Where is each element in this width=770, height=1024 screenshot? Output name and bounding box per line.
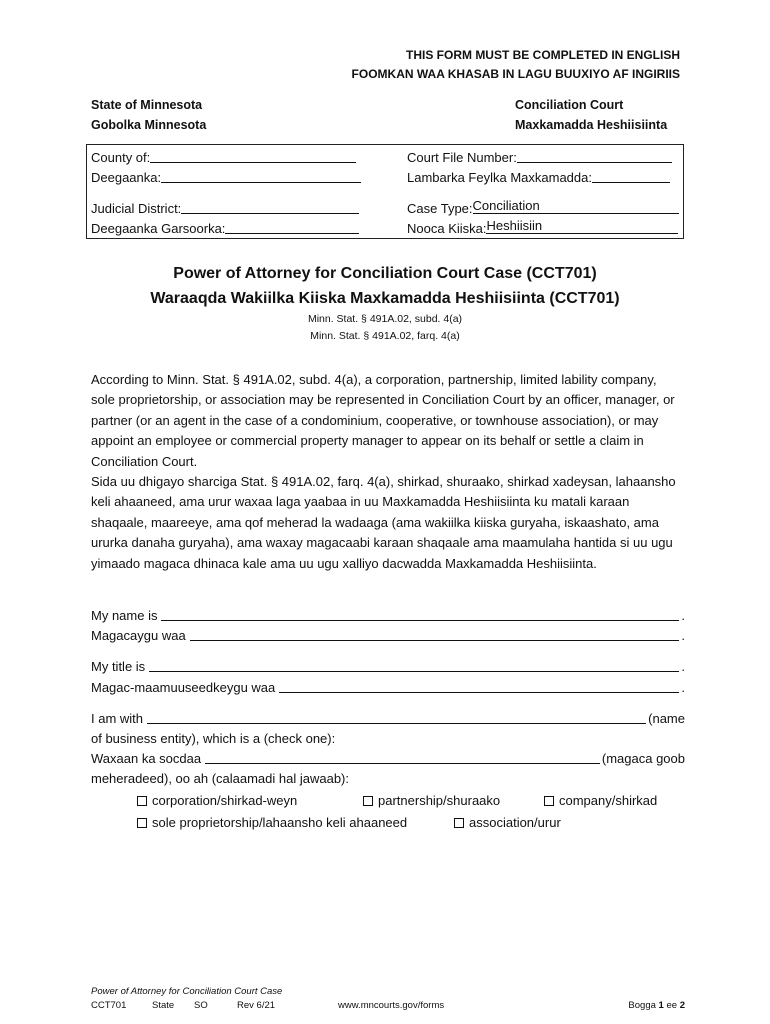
form-title-somali: Waraaqda Wakiilka Kiiska Maxkamadda Heshiisiinta (CCT701): [150, 290, 620, 307]
county-field-somali: [91, 168, 361, 187]
title-row: [91, 657, 685, 677]
entity-name-input-somali[interactable]: [205, 749, 600, 764]
footer-language: SO: [194, 1000, 208, 1011]
checkbox-corporation[interactable]: [137, 791, 297, 811]
case-type-value: Conciliation: [473, 199, 679, 214]
title-label: My title is: [91, 659, 146, 674]
county-input[interactable]: [150, 148, 356, 163]
file-number-field: [407, 148, 672, 167]
entity-row-somali-cont: [91, 769, 685, 789]
district-input[interactable]: [181, 199, 359, 214]
period: .: [681, 659, 685, 674]
name-label: My name is: [91, 608, 158, 623]
period: .: [681, 628, 685, 643]
file-number-input-somali[interactable]: [592, 168, 670, 183]
checkbox-association[interactable]: [454, 813, 561, 833]
checkbox-corporation-label: corporation/shirkad-weyn: [152, 793, 298, 808]
name-row-somali: [91, 626, 685, 646]
statute-paragraph-somali: Sida uu dhigayo sharciga Stat. § 491A.02, farq. 4(a), shirkad, shuraako, shirkad xadeysan, lahaansho keli ahaaneed, ama urur waxaa laga yaabaa in uu Maxkamadda Heshiisiinta ku matali karaan shaqaale, maareeye, ama qof meherad la wadaaga (ama wakiilka kiiska guryaha, iskaashato, ama ururka danaha guryaha), ama waxay magacaabi karaan shaqaale ama maamulaha hantida si uu ugu yimaado magaca dhinaca kale ama uu ugu xalliyo dacwadda Maxkamadda Heshiisiinta.: [91, 474, 676, 571]
footer-state: State: [152, 1000, 175, 1011]
county-input-somali[interactable]: [161, 168, 361, 183]
entity-label-suffix-somali: (magaca goob: [601, 751, 685, 766]
checkbox-partnership-label: partnership/shuraako: [378, 793, 501, 808]
footer-page-number: [628, 1000, 685, 1011]
state-heading: [91, 95, 206, 135]
checkbox-sole-proprietorship[interactable]: [137, 813, 407, 833]
court-label-english: Conciliation Court: [515, 98, 624, 112]
entity-row-cont: [91, 729, 685, 749]
entity-label-somali-cont: meheradeed), oo ah (calaamadi hal jawaab):: [91, 771, 349, 786]
name-input-somali[interactable]: [190, 626, 680, 641]
name-row: [91, 606, 685, 626]
entity-label-somali: Waxaan ka socdaa: [91, 751, 202, 766]
checkbox-square-icon[interactable]: [363, 796, 373, 806]
title-input-somali[interactable]: [279, 678, 679, 693]
court-label-somali: Maxkamadda Heshiisiinta: [515, 118, 668, 132]
statute-paragraph-english: According to Minn. Stat. § 491A.02, subd. 4(a), a corporation, partnership, limited lability company, sole proprietorship, or association may be represented in Conciliation Court by an officer, manager, or partner (or an agent in the case of a condominium, cooperative, or townhouse association), or may appoint an employee or commercial property manager to appear on its behalf or settle a claim in Conciliation Court.: [91, 372, 675, 469]
court-heading: [515, 95, 667, 135]
footer-revision: Rev 6/21: [237, 1000, 276, 1011]
footer-row: [91, 1000, 685, 1016]
name-input[interactable]: [161, 606, 679, 621]
entity-row: [91, 709, 685, 729]
title-label-somali: Magac-maamuuseedkeygu waa: [91, 680, 276, 695]
entity-label: I am with: [91, 711, 144, 726]
title-input[interactable]: [149, 657, 679, 672]
file-number-input[interactable]: [517, 148, 672, 163]
file-number-field-somali: [407, 168, 670, 187]
district-field-somali: [91, 219, 359, 238]
checkbox-square-icon[interactable]: [137, 818, 147, 828]
district-label-somali: Deegaanka Garsoorka:: [91, 221, 226, 236]
state-label-somali: Gobolka Minnesota: [91, 118, 207, 132]
checkbox-company-label: company/shirkad: [559, 793, 658, 808]
file-number-label-somali: Lambarka Feylka Maxkamadda:: [407, 170, 592, 185]
period: .: [681, 608, 685, 623]
name-label-somali: Magacaygu waa: [91, 628, 186, 643]
page-word: Bogga: [628, 1000, 656, 1011]
case-type-value-somali: Heshiisiin: [486, 219, 678, 234]
entity-label-cont: of business entity), which is a (check one):: [91, 731, 336, 746]
checkbox-square-icon[interactable]: [137, 796, 147, 806]
entity-row-somali: [91, 749, 685, 769]
page-current: 1: [658, 1000, 664, 1011]
checkbox-company[interactable]: [544, 791, 657, 811]
statute-citation-english: Minn. Stat. § 491A.02, subd. 4(a): [307, 313, 463, 325]
case-type-field: [407, 199, 679, 218]
county-label: County of:: [91, 150, 151, 165]
case-type-field-somali: [407, 219, 678, 238]
checkbox-square-icon[interactable]: [544, 796, 554, 806]
state-label-english: State of Minnesota: [91, 98, 203, 112]
entity-label-suffix: (name: [648, 711, 685, 726]
file-number-label: Court File Number:: [407, 150, 517, 165]
banner-line-english: THIS FORM MUST BE COMPLETED IN ENGLISH: [405, 48, 680, 62]
checkbox-square-icon[interactable]: [454, 818, 464, 828]
checkbox-association-label: association/urur: [469, 815, 561, 830]
banner-line-somali: FOOMKAN WAA KHASAB IN LAGU BUUXIYO AF INGIRIIS: [351, 67, 680, 81]
checkbox-sole-label: sole proprietorship/lahaansho keli ahaaneed: [152, 815, 408, 830]
footer-form-code: CCT701: [91, 1000, 127, 1011]
case-type-label-somali: Nooca Kiiska:: [407, 221, 487, 236]
statute-citation-somali: Minn. Stat. § 491A.02, farq. 4(a): [310, 330, 460, 342]
footer-form-title: Power of Attorney for Conciliation Court Case: [91, 986, 283, 997]
page-footer: [91, 984, 685, 1016]
case-type-label: Case Type:: [407, 201, 473, 216]
district-input-somali[interactable]: [225, 219, 359, 234]
district-label: Judicial District:: [91, 201, 182, 216]
form-title-english: Power of Attorney for Conciliation Court Case (CCT701): [173, 265, 597, 282]
case-info-box: [86, 144, 684, 239]
district-field: [91, 199, 359, 218]
page-of: ee: [666, 1000, 678, 1011]
footer-url[interactable]: www.mncourts.gov/forms: [338, 1000, 445, 1011]
county-field: [91, 148, 356, 167]
county-label-somali: Deegaanka:: [91, 170, 162, 185]
period: .: [681, 680, 685, 695]
entity-name-input[interactable]: [147, 709, 646, 724]
checkbox-partnership[interactable]: [363, 791, 500, 811]
page-total: 2: [679, 1000, 685, 1011]
title-row-somali: [91, 678, 685, 698]
english-required-banner: [352, 46, 680, 84]
